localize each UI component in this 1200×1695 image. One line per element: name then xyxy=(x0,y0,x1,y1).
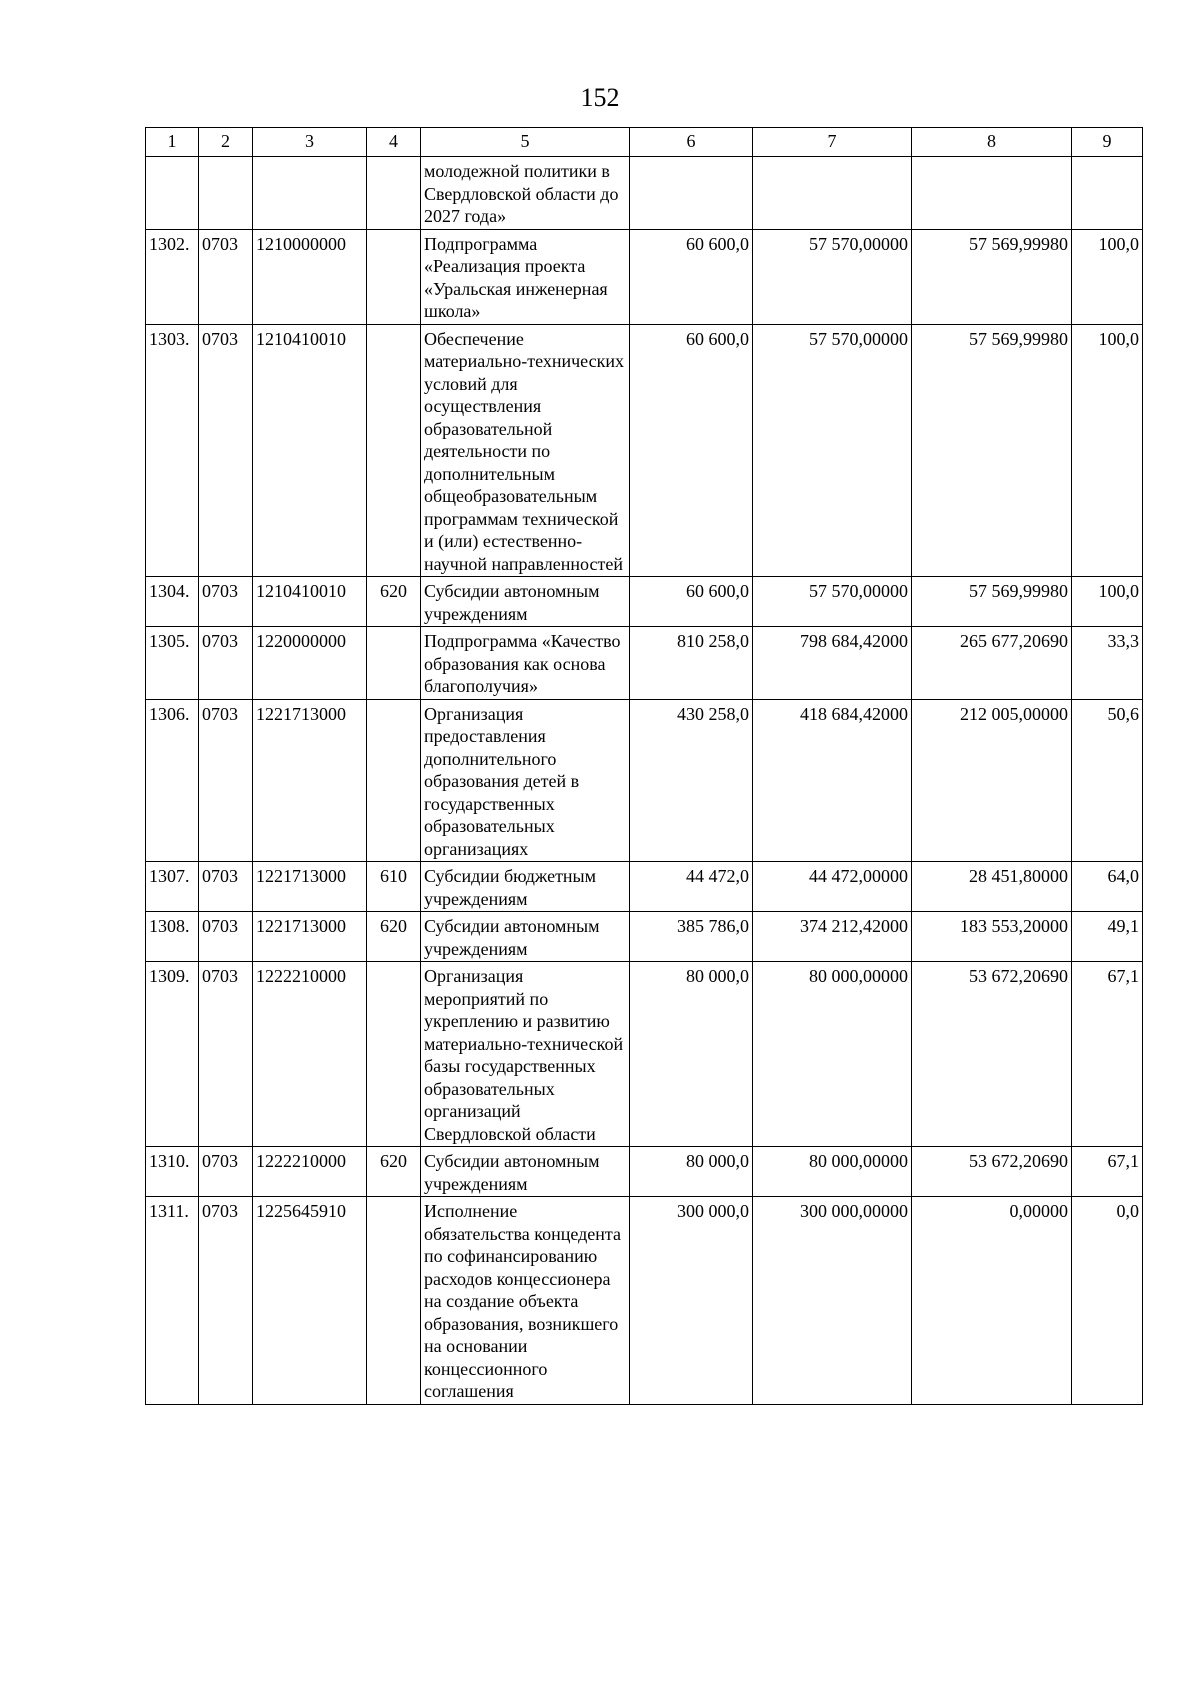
table-row xyxy=(146,157,1143,230)
header-row xyxy=(146,128,1143,157)
row-number: 1304. xyxy=(146,577,199,627)
execution-percent: 100,0 xyxy=(1072,229,1143,324)
execution-percent: 67,1 xyxy=(1072,962,1143,1147)
execution-percent: 0,0 xyxy=(1072,1197,1143,1405)
item-name: Субсидии автономным учреждениям xyxy=(421,912,630,962)
value-approved xyxy=(630,157,753,230)
section-code: 0703 xyxy=(199,699,253,862)
section-code: 0703 xyxy=(199,577,253,627)
header-cell: 2 xyxy=(199,128,253,157)
expense-type xyxy=(367,1197,421,1405)
value-approved: 80 000,0 xyxy=(630,962,753,1147)
table-row xyxy=(146,912,1143,962)
table-row xyxy=(146,1197,1143,1405)
value-refined: 374 212,42000 xyxy=(753,912,912,962)
table-row xyxy=(146,699,1143,862)
section-code: 0703 xyxy=(199,229,253,324)
row-number: 1307. xyxy=(146,862,199,912)
execution-percent xyxy=(1072,157,1143,230)
value-refined: 300 000,00000 xyxy=(753,1197,912,1405)
target-code: 1220000000 xyxy=(253,627,367,700)
value-approved: 385 786,0 xyxy=(630,912,753,962)
expense-type xyxy=(367,962,421,1147)
section-code xyxy=(199,157,253,230)
expense-type xyxy=(367,627,421,700)
target-code: 1225645910 xyxy=(253,1197,367,1405)
value-approved: 60 600,0 xyxy=(630,229,753,324)
value-executed: 183 553,20000 xyxy=(912,912,1072,962)
section-code: 0703 xyxy=(199,627,253,700)
value-executed: 0,00000 xyxy=(912,1197,1072,1405)
value-approved: 300 000,0 xyxy=(630,1197,753,1405)
target-code: 1221713000 xyxy=(253,912,367,962)
expense-type xyxy=(367,229,421,324)
item-name: Обеспечение материально-технических условий для осуществления образовательной деятельности по дополнительным общеобразовательным программам технической и (или) естественно-научной направленностей xyxy=(421,324,630,577)
section-code: 0703 xyxy=(199,1197,253,1405)
execution-percent: 49,1 xyxy=(1072,912,1143,962)
item-name: Субсидии автономным учреждениям xyxy=(421,577,630,627)
table-row xyxy=(146,229,1143,324)
target-code: 1221713000 xyxy=(253,699,367,862)
value-refined: 798 684,42000 xyxy=(753,627,912,700)
table-row xyxy=(146,862,1143,912)
item-name: Организация мероприятий по укреплению и развитию материально-технической базы государственных образовательных организаций Свердловской области xyxy=(421,962,630,1147)
header-cell: 4 xyxy=(367,128,421,157)
expense-type: 620 xyxy=(367,577,421,627)
expense-type xyxy=(367,699,421,862)
value-refined: 80 000,00000 xyxy=(753,962,912,1147)
header-cell: 7 xyxy=(753,128,912,157)
section-code: 0703 xyxy=(199,962,253,1147)
budget-table xyxy=(145,127,1143,1405)
row-number: 1308. xyxy=(146,912,199,962)
expense-type xyxy=(367,157,421,230)
execution-percent: 64,0 xyxy=(1072,862,1143,912)
row-number: 1311. xyxy=(146,1197,199,1405)
value-executed: 265 677,20690 xyxy=(912,627,1072,700)
value-approved: 430 258,0 xyxy=(630,699,753,862)
value-refined xyxy=(753,157,912,230)
section-code: 0703 xyxy=(199,912,253,962)
row-number xyxy=(146,157,199,230)
value-executed: 28 451,80000 xyxy=(912,862,1072,912)
value-approved: 80 000,0 xyxy=(630,1147,753,1197)
item-name: молодежной политики в Свердловской области до 2027 года» xyxy=(421,157,630,230)
item-name: Субсидии бюджетным учреждениям xyxy=(421,862,630,912)
header-cell: 1 xyxy=(146,128,199,157)
value-executed: 53 672,20690 xyxy=(912,1147,1072,1197)
target-code xyxy=(253,157,367,230)
target-code: 1210000000 xyxy=(253,229,367,324)
expense-type: 620 xyxy=(367,912,421,962)
value-refined: 418 684,42000 xyxy=(753,699,912,862)
execution-percent: 100,0 xyxy=(1072,577,1143,627)
table-row xyxy=(146,962,1143,1147)
header-cell: 9 xyxy=(1072,128,1143,157)
value-approved: 60 600,0 xyxy=(630,577,753,627)
item-name: Исполнение обязательства концедента по софинансированию расходов концессионера на создание объекта образования, возникшего на основании концессионного соглашения xyxy=(421,1197,630,1405)
item-name: Подпрограмма «Реализация проекта «Уральская инженерная школа» xyxy=(421,229,630,324)
header-cell: 6 xyxy=(630,128,753,157)
row-number: 1306. xyxy=(146,699,199,862)
expense-type: 620 xyxy=(367,1147,421,1197)
execution-percent: 33,3 xyxy=(1072,627,1143,700)
row-number: 1309. xyxy=(146,962,199,1147)
target-code: 1210410010 xyxy=(253,324,367,577)
table-row xyxy=(146,1147,1143,1197)
value-approved: 810 258,0 xyxy=(630,627,753,700)
value-executed: 212 005,00000 xyxy=(912,699,1072,862)
value-refined: 57 570,00000 xyxy=(753,229,912,324)
value-executed: 57 569,99980 xyxy=(912,324,1072,577)
row-number: 1303. xyxy=(146,324,199,577)
target-code: 1210410010 xyxy=(253,577,367,627)
section-code: 0703 xyxy=(199,862,253,912)
table-row xyxy=(146,627,1143,700)
item-name: Организация предоставления дополнительного образования детей в государственных образовательных организациях xyxy=(421,699,630,862)
row-number: 1302. xyxy=(146,229,199,324)
target-code: 1222210000 xyxy=(253,962,367,1147)
execution-percent: 100,0 xyxy=(1072,324,1143,577)
value-executed xyxy=(912,157,1072,230)
value-executed: 57 569,99980 xyxy=(912,229,1072,324)
table-row xyxy=(146,577,1143,627)
value-refined: 80 000,00000 xyxy=(753,1147,912,1197)
row-number: 1305. xyxy=(146,627,199,700)
value-refined: 57 570,00000 xyxy=(753,577,912,627)
page-number: 152 xyxy=(580,83,620,112)
expense-type: 610 xyxy=(367,862,421,912)
section-code: 0703 xyxy=(199,1147,253,1197)
header-cell: 8 xyxy=(912,128,1072,157)
header-cell: 5 xyxy=(421,128,630,157)
value-approved: 44 472,0 xyxy=(630,862,753,912)
expense-type xyxy=(367,324,421,577)
section-code: 0703 xyxy=(199,324,253,577)
table-body xyxy=(146,157,1143,1405)
value-executed: 53 672,20690 xyxy=(912,962,1072,1147)
row-number: 1310. xyxy=(146,1147,199,1197)
execution-percent: 67,1 xyxy=(1072,1147,1143,1197)
target-code: 1222210000 xyxy=(253,1147,367,1197)
value-refined: 44 472,00000 xyxy=(753,862,912,912)
target-code: 1221713000 xyxy=(253,862,367,912)
value-refined: 57 570,00000 xyxy=(753,324,912,577)
item-name: Подпрограмма «Качество образования как основа благополучия» xyxy=(421,627,630,700)
value-executed: 57 569,99980 xyxy=(912,577,1072,627)
value-approved: 60 600,0 xyxy=(630,324,753,577)
table-row xyxy=(146,324,1143,577)
header-cell: 3 xyxy=(253,128,367,157)
execution-percent: 50,6 xyxy=(1072,699,1143,862)
item-name: Субсидии автономным учреждениям xyxy=(421,1147,630,1197)
